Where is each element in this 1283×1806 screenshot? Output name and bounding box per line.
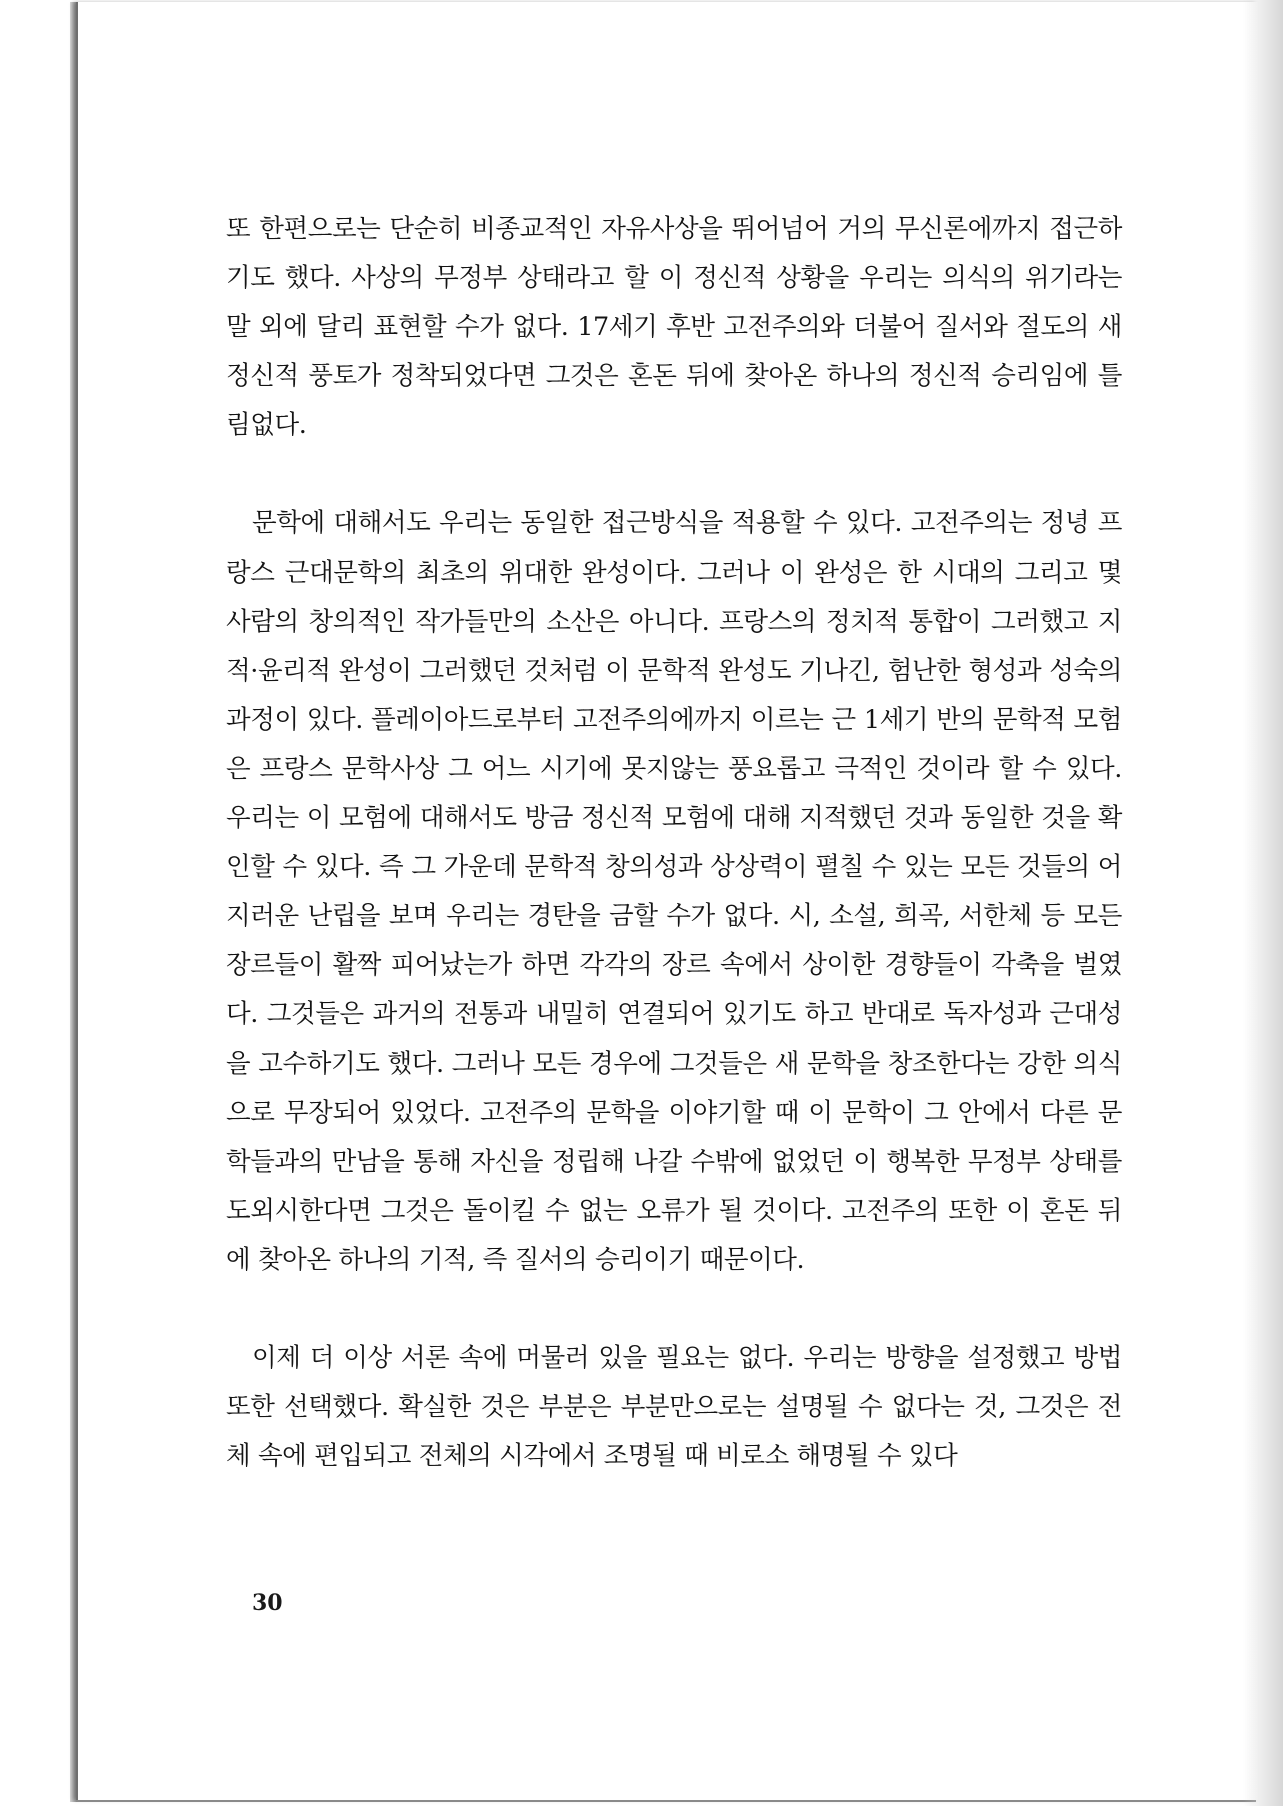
paragraph-1: 또 한편으로는 단순히 비종교적인 자유사상을 뛰어넘어 거의 무신론에까지 접근하기도 했다. 사상의 무정부 상태라고 할 이 정신적 상황을 우리는 의식의 위기라는 말 외에 달리 표현할 수가 없다. 17세기 후반 고전주의와 더불어 질서와 절도의 새 정신적 풍토가 정착되었다면 그것은 혼돈 뒤에 찾아온 하나의 정신적 승리임에 틀림없다. <box>226 214 1122 441</box>
page-number: 30 <box>252 1590 283 1616</box>
page-right-shadow <box>1243 0 1283 1806</box>
paragraph-2: 문학에 대해서도 우리는 동일한 접근방식을 적용할 수 있다. 고전주의는 정녕 프랑스 근대문학의 최초의 위대한 완성이다. 그러나 이 완성은 한 시대의 그리고 몇 사람의 창의적인 작가들만의 소산은 아니다. 프랑스의 정치적 통합이 그러했고 지적·윤리적 완성이 그러했던 것처럼 이 문학적 완성도 기나긴, 험난한 형성과 성숙의 과정이 있다. 플레이아드로부터 고전주의에까지 이르는 근 1세기 반의 문학적 모험은 프랑스 문학사상 그 어느 시기에 못지않는 풍요롭고 극적인 것이라 할 수 있다. 우리는 이 모험에 대해서도 방금 정신적 모험에 대해 지적했던 것과 동일한 것을 확인할 수 있다. 즉 그 가운데 문학적 창의성과 상상력이 펼칠 수 있는 모든 것들의 어지러운 난립을 보며 우리는 경탄을 금할 수가 없다. 시, 소설, 희곡, 서한체 등 모든 장르들이 활짝 피어났는가 하면 각각의 장르 속에서 상이한 경향들이 각축을 벌였다. 그것들은 과거의 전통과 내밀히 연결되어 있기도 하고 반대로 독자성과 근대성을 고수하기도 했다. 그러나 모든 경우에 그것들은 새 문학을 창조한다는 강한 의식으로 무장되어 있었다. 고전주의 문학을 이야기할 때 이 문학이 그 안에서 다른 문학들과의 만남을 통해 자신을 정립해 나갈 수밖에 없었던 이 행복한 무정부 상태를 도외시한다면 그것은 돌이킬 수 없는 오류가 될 것이다. 고전주의 또한 이 혼돈 뒤에 찾아온 하나의 기적, 즉 질서의 승리이기 때문이다. <box>226 508 1122 1275</box>
page-body-text <box>226 205 1122 1481</box>
paragraph-3: 이제 더 이상 서론 속에 머물러 있을 필요는 없다. 우리는 방향을 설정했고 방법 또한 선택했다. 확실한 것은 부분은 부분만으로는 설명될 수 없다는 것, 그것은 전체 속에 편입되고 전체의 시각에서 조명될 때 비로소 해명될 수 있다 <box>226 1342 1122 1472</box>
page-bottom-edge <box>76 1800 1256 1802</box>
